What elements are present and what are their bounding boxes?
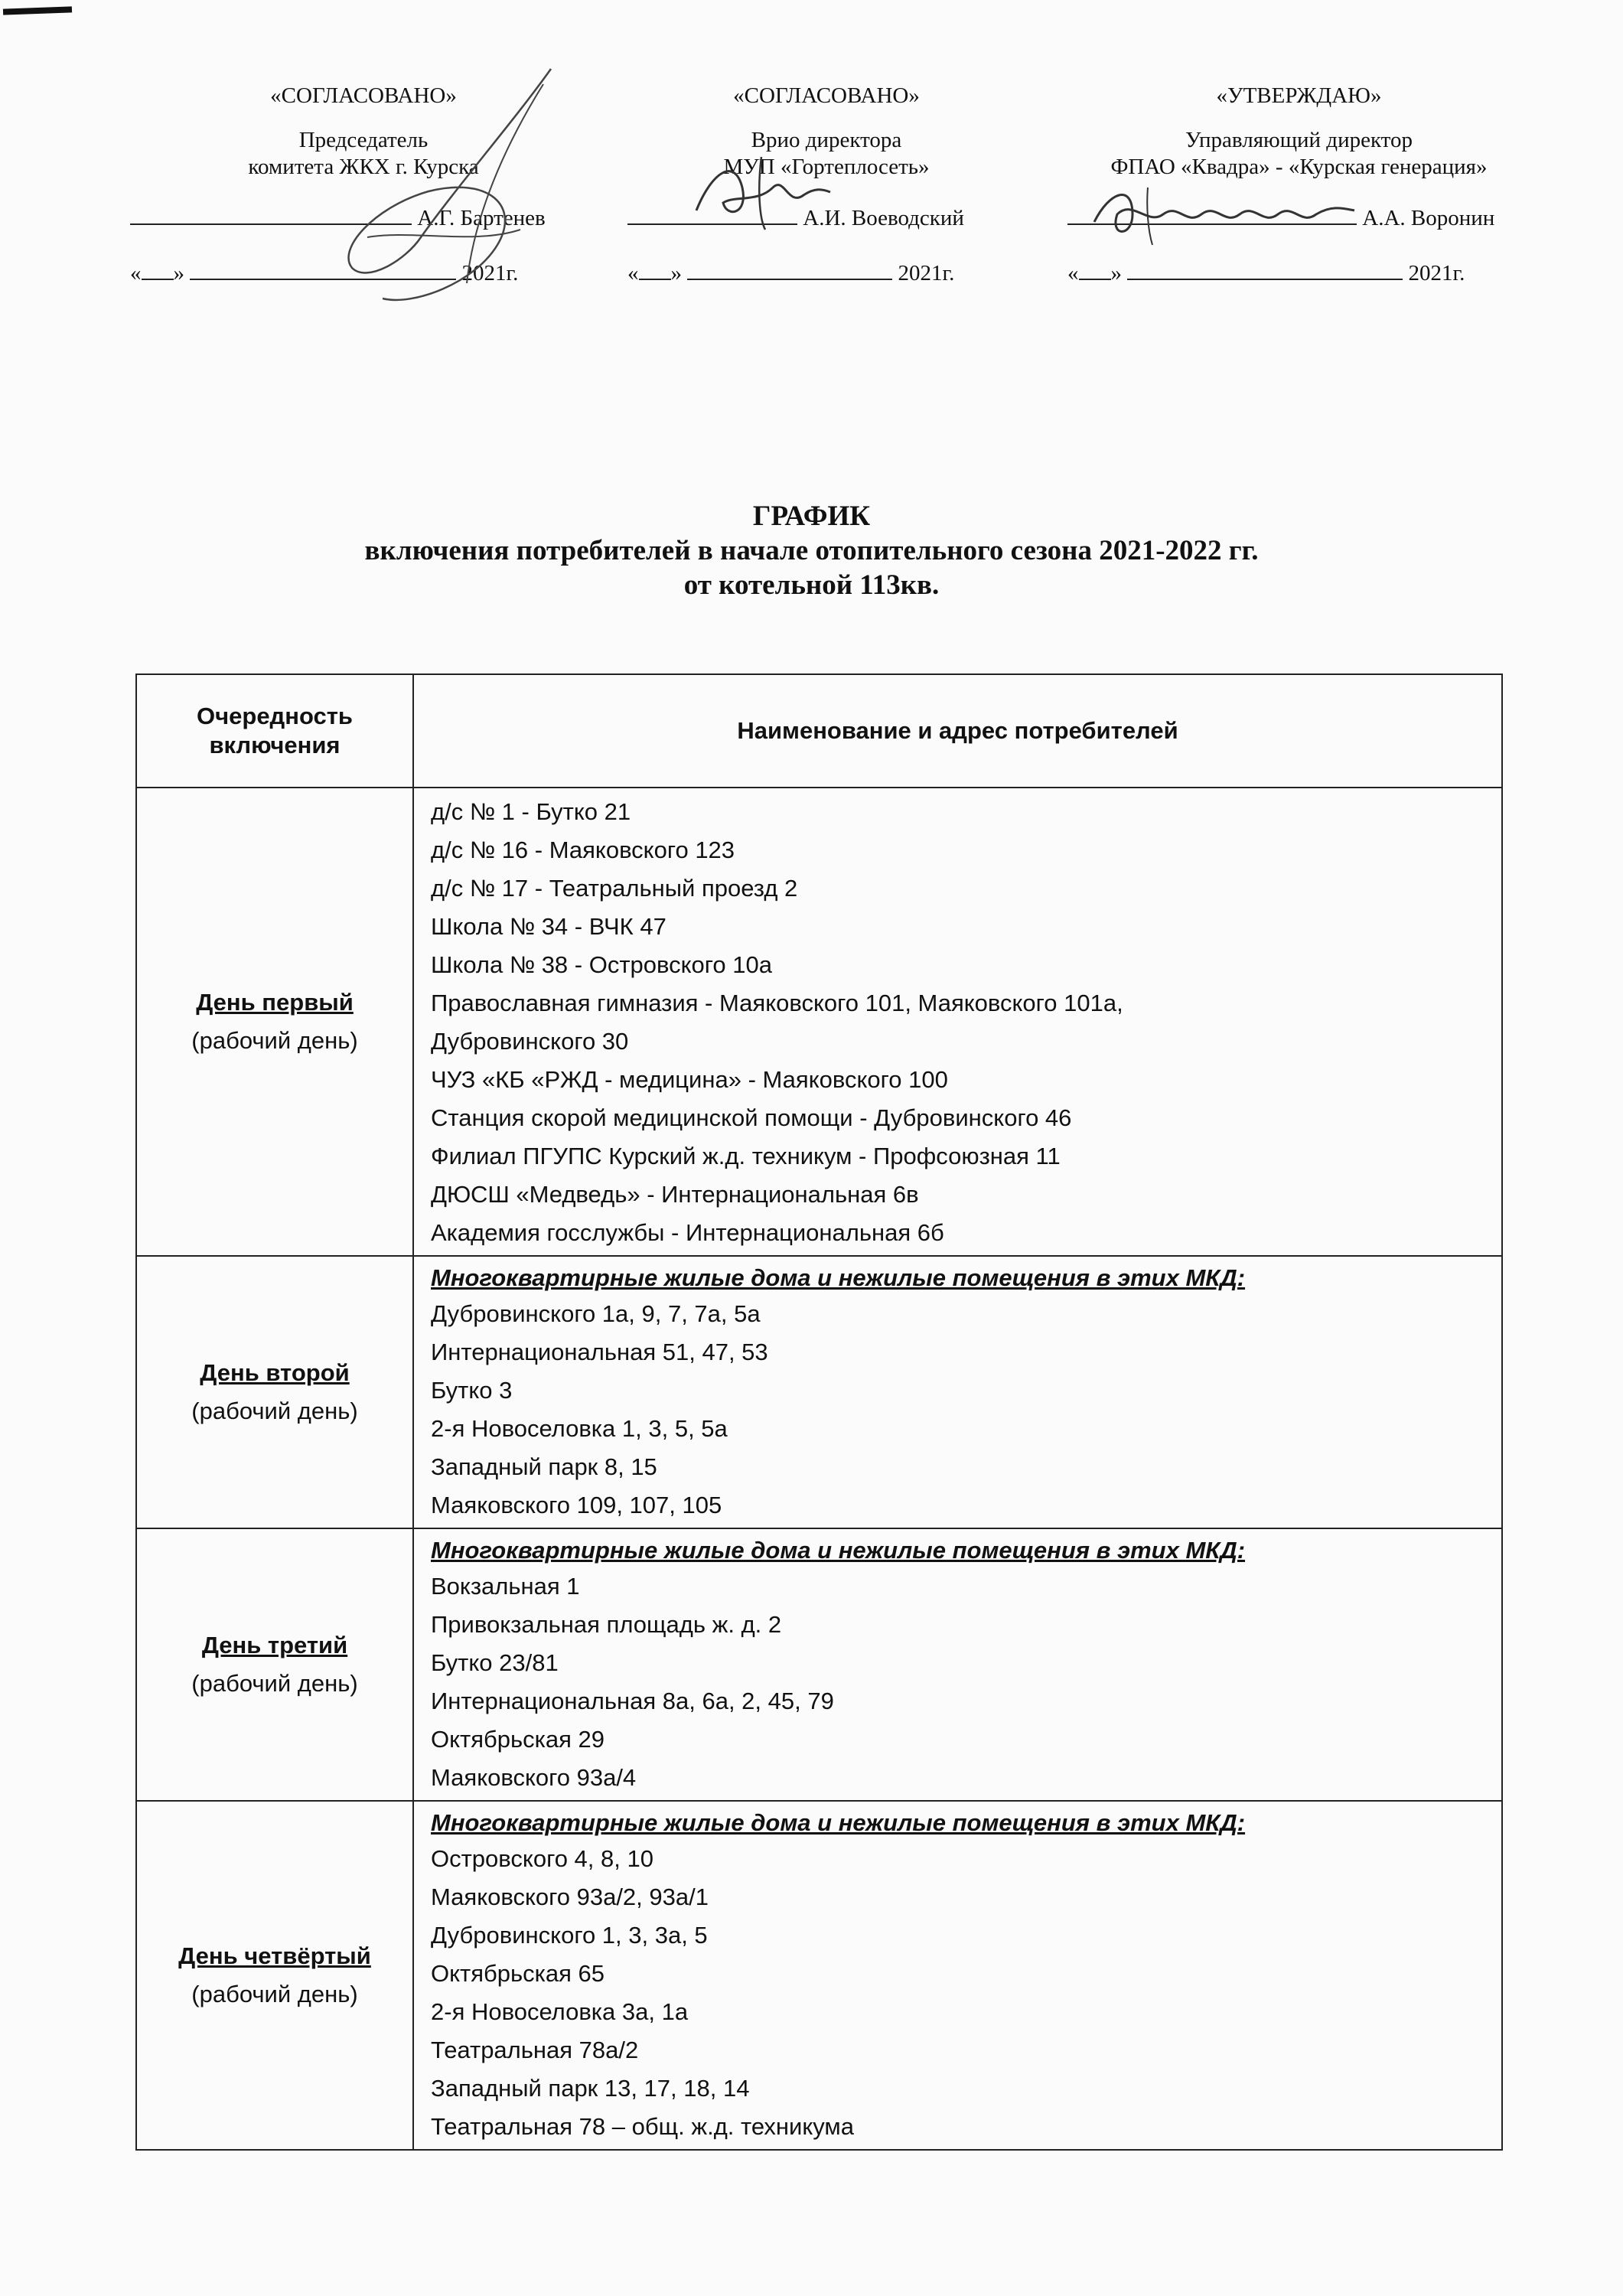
date-quote-close: » bbox=[1110, 261, 1122, 285]
date-line bbox=[130, 259, 597, 287]
date-line bbox=[1067, 259, 1530, 287]
list-item: Бутко 23/81 bbox=[431, 1649, 559, 1676]
list-item: 2-я Новоселовка 3а, 1а bbox=[431, 1998, 689, 2025]
consumer-list bbox=[413, 1801, 1502, 2150]
signature-line bbox=[1067, 204, 1530, 232]
approver-position: Врио директора bbox=[751, 128, 902, 152]
list-item: ЧУЗ «КБ «РЖД - медицина» - Маяковского 100 bbox=[431, 1066, 948, 1093]
mkd-heading: Многоквартирные жилые дома и нежилые помещения в этих МКД: bbox=[431, 1809, 1246, 1836]
list-item: Интернациональная 51, 47, 53 bbox=[431, 1339, 768, 1365]
list-item: Дубровинского 1а, 9, 7, 7а, 5а bbox=[431, 1300, 761, 1327]
day-blank bbox=[639, 259, 671, 280]
list-item: Привокзальная площадь ж. д. 2 bbox=[431, 1611, 782, 1638]
header-order: Очередность включения bbox=[136, 674, 413, 788]
consumer-list bbox=[413, 788, 1502, 1256]
approver-position: Управляющий директор bbox=[1185, 128, 1413, 152]
approver-organization: ФПАО «Квадра» - «Курская генерация» bbox=[1110, 155, 1488, 179]
list-item: Школа № 34 - ВЧК 47 bbox=[431, 913, 666, 940]
title-source: от котельной 113кв. bbox=[683, 569, 940, 601]
list-item: Дубровинского 30 bbox=[431, 1028, 629, 1055]
signer-name: А.А. Воронин bbox=[1362, 206, 1495, 230]
list-item: Маяковского 93а/4 bbox=[431, 1764, 637, 1791]
day-note: (рабочий день) bbox=[191, 1397, 358, 1424]
list-item: Школа № 38 - Островского 10а bbox=[431, 951, 772, 978]
list-item: ДЮСШ «Медведь» - Интернациональная 6в bbox=[431, 1181, 919, 1208]
mkd-heading: Многоквартирные жилые дома и нежилые помещения в этих МКД: bbox=[431, 1537, 1246, 1564]
month-blank bbox=[687, 259, 892, 280]
list-item: Западный парк 13, 17, 18, 14 bbox=[431, 2075, 750, 2102]
day-title: День четвёртый bbox=[178, 1942, 371, 1969]
day-cell bbox=[136, 1256, 413, 1528]
date-line bbox=[627, 259, 1025, 287]
list-item: д/с № 16 - Маяковского 123 bbox=[431, 837, 735, 863]
title-subtitle: включения потребителей в начале отопительного сезона 2021-2022 гг. bbox=[364, 535, 1259, 566]
day-title: День первый bbox=[196, 989, 354, 1016]
document-title bbox=[0, 499, 1623, 602]
month-blank bbox=[190, 259, 456, 280]
date-quote-open: « bbox=[130, 261, 142, 285]
approver-organization: МУП «Гортеплосеть» bbox=[723, 155, 930, 179]
day-note: (рабочий день) bbox=[191, 1027, 358, 1054]
signer-name: А.Г. Бартенев bbox=[417, 206, 546, 230]
approval-block-kvadra bbox=[1067, 83, 1530, 285]
table-header-row bbox=[136, 674, 1502, 788]
signature-blank bbox=[1067, 204, 1357, 225]
list-item: Октябрьская 29 bbox=[431, 1726, 605, 1753]
consumer-list bbox=[413, 1528, 1502, 1801]
day-cell bbox=[136, 1528, 413, 1801]
date-quote-close: » bbox=[173, 261, 184, 285]
list-item: 2-я Новоселовка 1, 3, 5, 5а bbox=[431, 1415, 728, 1442]
approval-heading: «УТВЕРЖДАЮ» bbox=[1216, 83, 1382, 108]
approval-heading: «СОГЛАСОВАНО» bbox=[733, 83, 920, 108]
table-row bbox=[136, 1528, 1502, 1801]
date-year: 2021г. bbox=[1408, 261, 1465, 285]
list-item: Православная гимназия - Маяковского 101, Маяковского 101а, bbox=[431, 990, 1123, 1016]
approval-block-gorteploset bbox=[627, 83, 1025, 285]
consumer-list bbox=[413, 1256, 1502, 1528]
list-item: Островского 4, 8, 10 bbox=[431, 1845, 653, 1872]
approval-header bbox=[130, 83, 1530, 305]
scan-mark bbox=[3, 6, 72, 15]
list-item: д/с № 17 - Театральный проезд 2 bbox=[431, 875, 798, 902]
approver-position: Председатель bbox=[298, 128, 429, 152]
list-item: Бутко 3 bbox=[431, 1377, 513, 1404]
approver-organization: комитета ЖКХ г. Курска bbox=[248, 155, 479, 179]
table-row bbox=[136, 788, 1502, 1256]
list-item: Дубровинского 1, 3, 3а, 5 bbox=[431, 1922, 708, 1949]
list-item: Маяковского 93а/2, 93а/1 bbox=[431, 1883, 709, 1910]
approval-block-housing-committee bbox=[130, 83, 597, 285]
signer-name: А.И. Воеводский bbox=[803, 206, 964, 230]
signature-blank bbox=[130, 204, 412, 225]
header-consumers: Наименование и адрес потребителей bbox=[413, 674, 1502, 788]
day-cell bbox=[136, 788, 413, 1256]
list-item: Вокзальная 1 bbox=[431, 1573, 580, 1600]
date-year: 2021г. bbox=[898, 261, 955, 285]
month-blank bbox=[1127, 259, 1403, 280]
date-quote-open: « bbox=[627, 261, 639, 285]
day-blank bbox=[1079, 259, 1111, 280]
day-note: (рабочий день) bbox=[191, 1670, 358, 1697]
approval-heading: «СОГЛАСОВАНО» bbox=[270, 83, 457, 108]
date-year: 2021г. bbox=[461, 261, 519, 285]
signature-line bbox=[627, 204, 1025, 232]
signature-line bbox=[130, 204, 597, 232]
day-cell bbox=[136, 1801, 413, 2150]
mkd-heading: Многоквартирные жилые дома и нежилые помещения в этих МКД: bbox=[431, 1264, 1246, 1291]
list-item: Западный парк 8, 15 bbox=[431, 1453, 657, 1480]
day-title: День второй bbox=[200, 1359, 350, 1386]
title-main: ГРАФИК bbox=[752, 501, 871, 532]
list-item: Октябрьская 65 bbox=[431, 1960, 605, 1987]
list-item: Станция скорой медицинской помощи - Дубровинского 46 bbox=[431, 1104, 1072, 1131]
list-item: Театральная 78а/2 bbox=[431, 2037, 639, 2063]
table-row bbox=[136, 1256, 1502, 1528]
list-item: Интернациональная 8а, 6а, 2, 45, 79 bbox=[431, 1688, 834, 1714]
date-quote-open: « bbox=[1067, 261, 1079, 285]
day-blank bbox=[142, 259, 174, 280]
list-item: Академия госслужбы - Интернациональная 6б bbox=[431, 1219, 944, 1246]
signature-blank bbox=[627, 204, 797, 225]
schedule-table bbox=[135, 673, 1503, 2151]
table-row bbox=[136, 1801, 1502, 2150]
day-title: День третий bbox=[201, 1632, 348, 1658]
list-item: Маяковского 109, 107, 105 bbox=[431, 1492, 722, 1518]
day-note: (рабочий день) bbox=[191, 1981, 358, 2007]
list-item: Театральная 78 – общ. ж.д. техникума bbox=[431, 2113, 854, 2140]
list-item: д/с № 1 - Бутко 21 bbox=[431, 798, 631, 825]
date-quote-close: » bbox=[670, 261, 682, 285]
list-item: Филиал ПГУПС Курский ж.д. техникум - Профсоюзная 11 bbox=[431, 1143, 1061, 1169]
